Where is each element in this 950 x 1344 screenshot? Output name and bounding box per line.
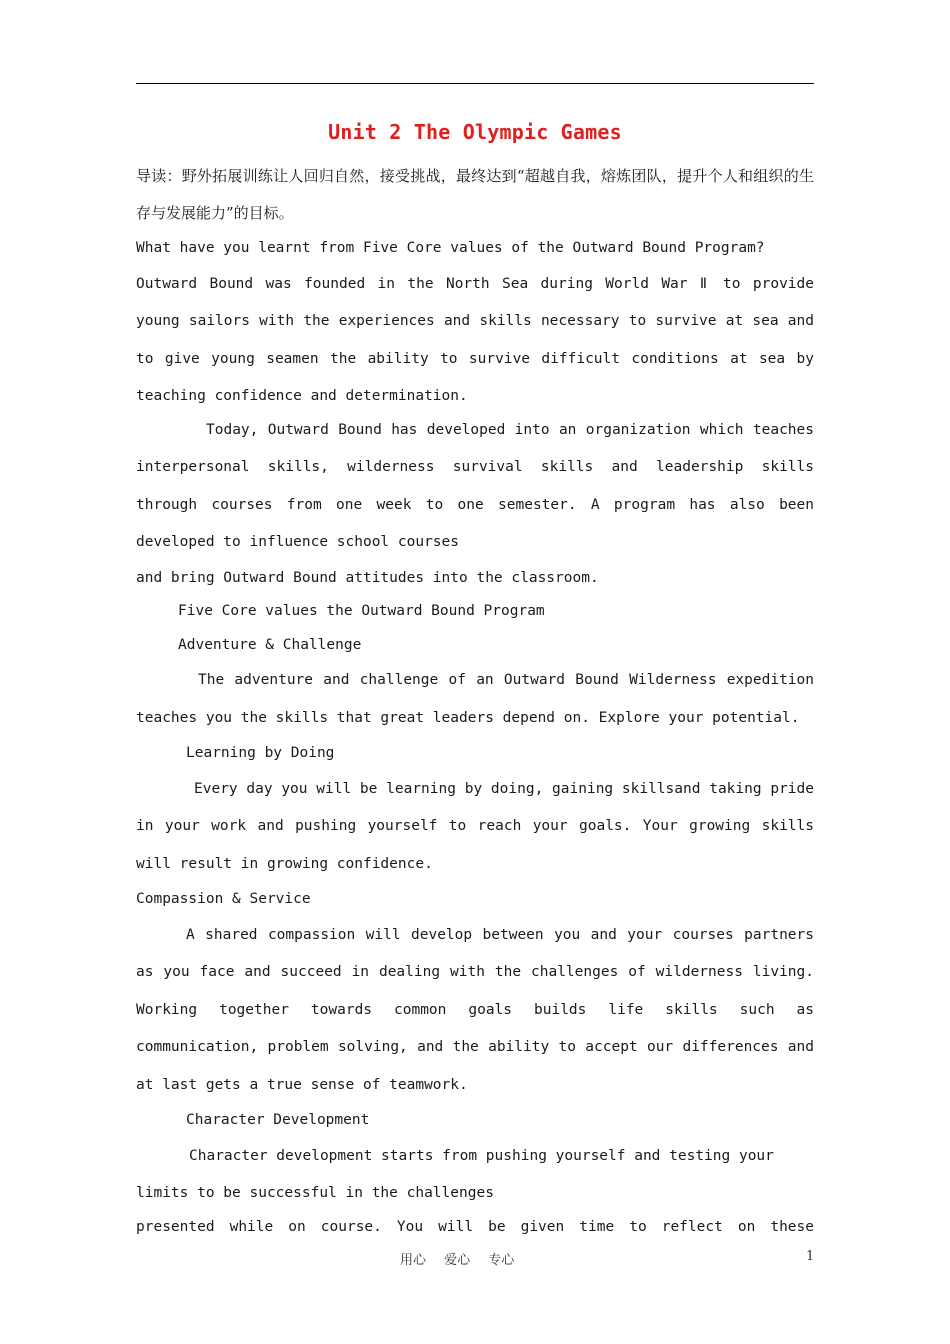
heading-adventure-challenge: Adventure & Challenge (178, 636, 362, 653)
paragraph-today: Today, Outward Bound has developed into an organization which teaches interpersonal skills, wilderness survival skills and leadership skills through courses from one week to one semester. A program has also been developed to influence school courses (136, 421, 814, 550)
paragraph-adventure: The adventure and challenge of an Outward Bound Wilderness expedition teaches you the skills that great leaders depend on. Explore your potential. (136, 672, 814, 726)
heading-compassion-service: Compassion & Service (136, 891, 311, 907)
document-body (136, 158, 814, 1242)
page-number: 1 (806, 1249, 815, 1264)
paragraph-compassion: A shared compassion will develop between you and your courses partners as you face and succeed in dealing with the challenges of wilderness living. Working together towards common goals builds life skills such as communication, problem solving, and the ability to accept our differences and at last gets a true sense of teamwork. (136, 926, 814, 1093)
paragraph-learning: Every day you will be learning by doing, gaining skillsand taking pride in your work and pushing yourself to reach your goals. Your growing skills will result in growing confidence. (136, 780, 814, 872)
paragraph-today-continued: and bring Outward Bound attitudes into the classroom. (136, 569, 599, 586)
paragraph-character: Character development starts from pushing yourself and testing your limits to be successful in the challenges (136, 1147, 774, 1201)
paragraph-history: Outward Bound was founded in the North Sea during World War Ⅱ to provide young sailors with the experiences and skills necessary to survive at sea and to give young seamen the ability to survive difficult conditions at sea by teaching confidence and determination. (136, 275, 814, 404)
intro-paragraph: 导读：野外拓展训练让人回归自然，接受挑战，最终达到“超越自我，熔炼团队，提升个人和组织的生存与发展能力”的目标。 (136, 167, 814, 222)
paragraph-character-continued: presented while on course. You will be given time to reflect on these (136, 1218, 814, 1235)
footer-motto: 用心 爱心 专心 (400, 1253, 515, 1268)
heading-learning-by-doing: Learning by Doing (186, 745, 335, 761)
question-line: What have you learnt from Five Core values of the Outward Bound Program? (136, 240, 765, 256)
heading-character-development: Character Development (186, 1112, 370, 1128)
heading-five-core-values: Five Core values the Outward Bound Program (178, 603, 545, 619)
header-rule (136, 83, 814, 84)
page-title: Unit 2 The Olympic Games (328, 120, 622, 144)
